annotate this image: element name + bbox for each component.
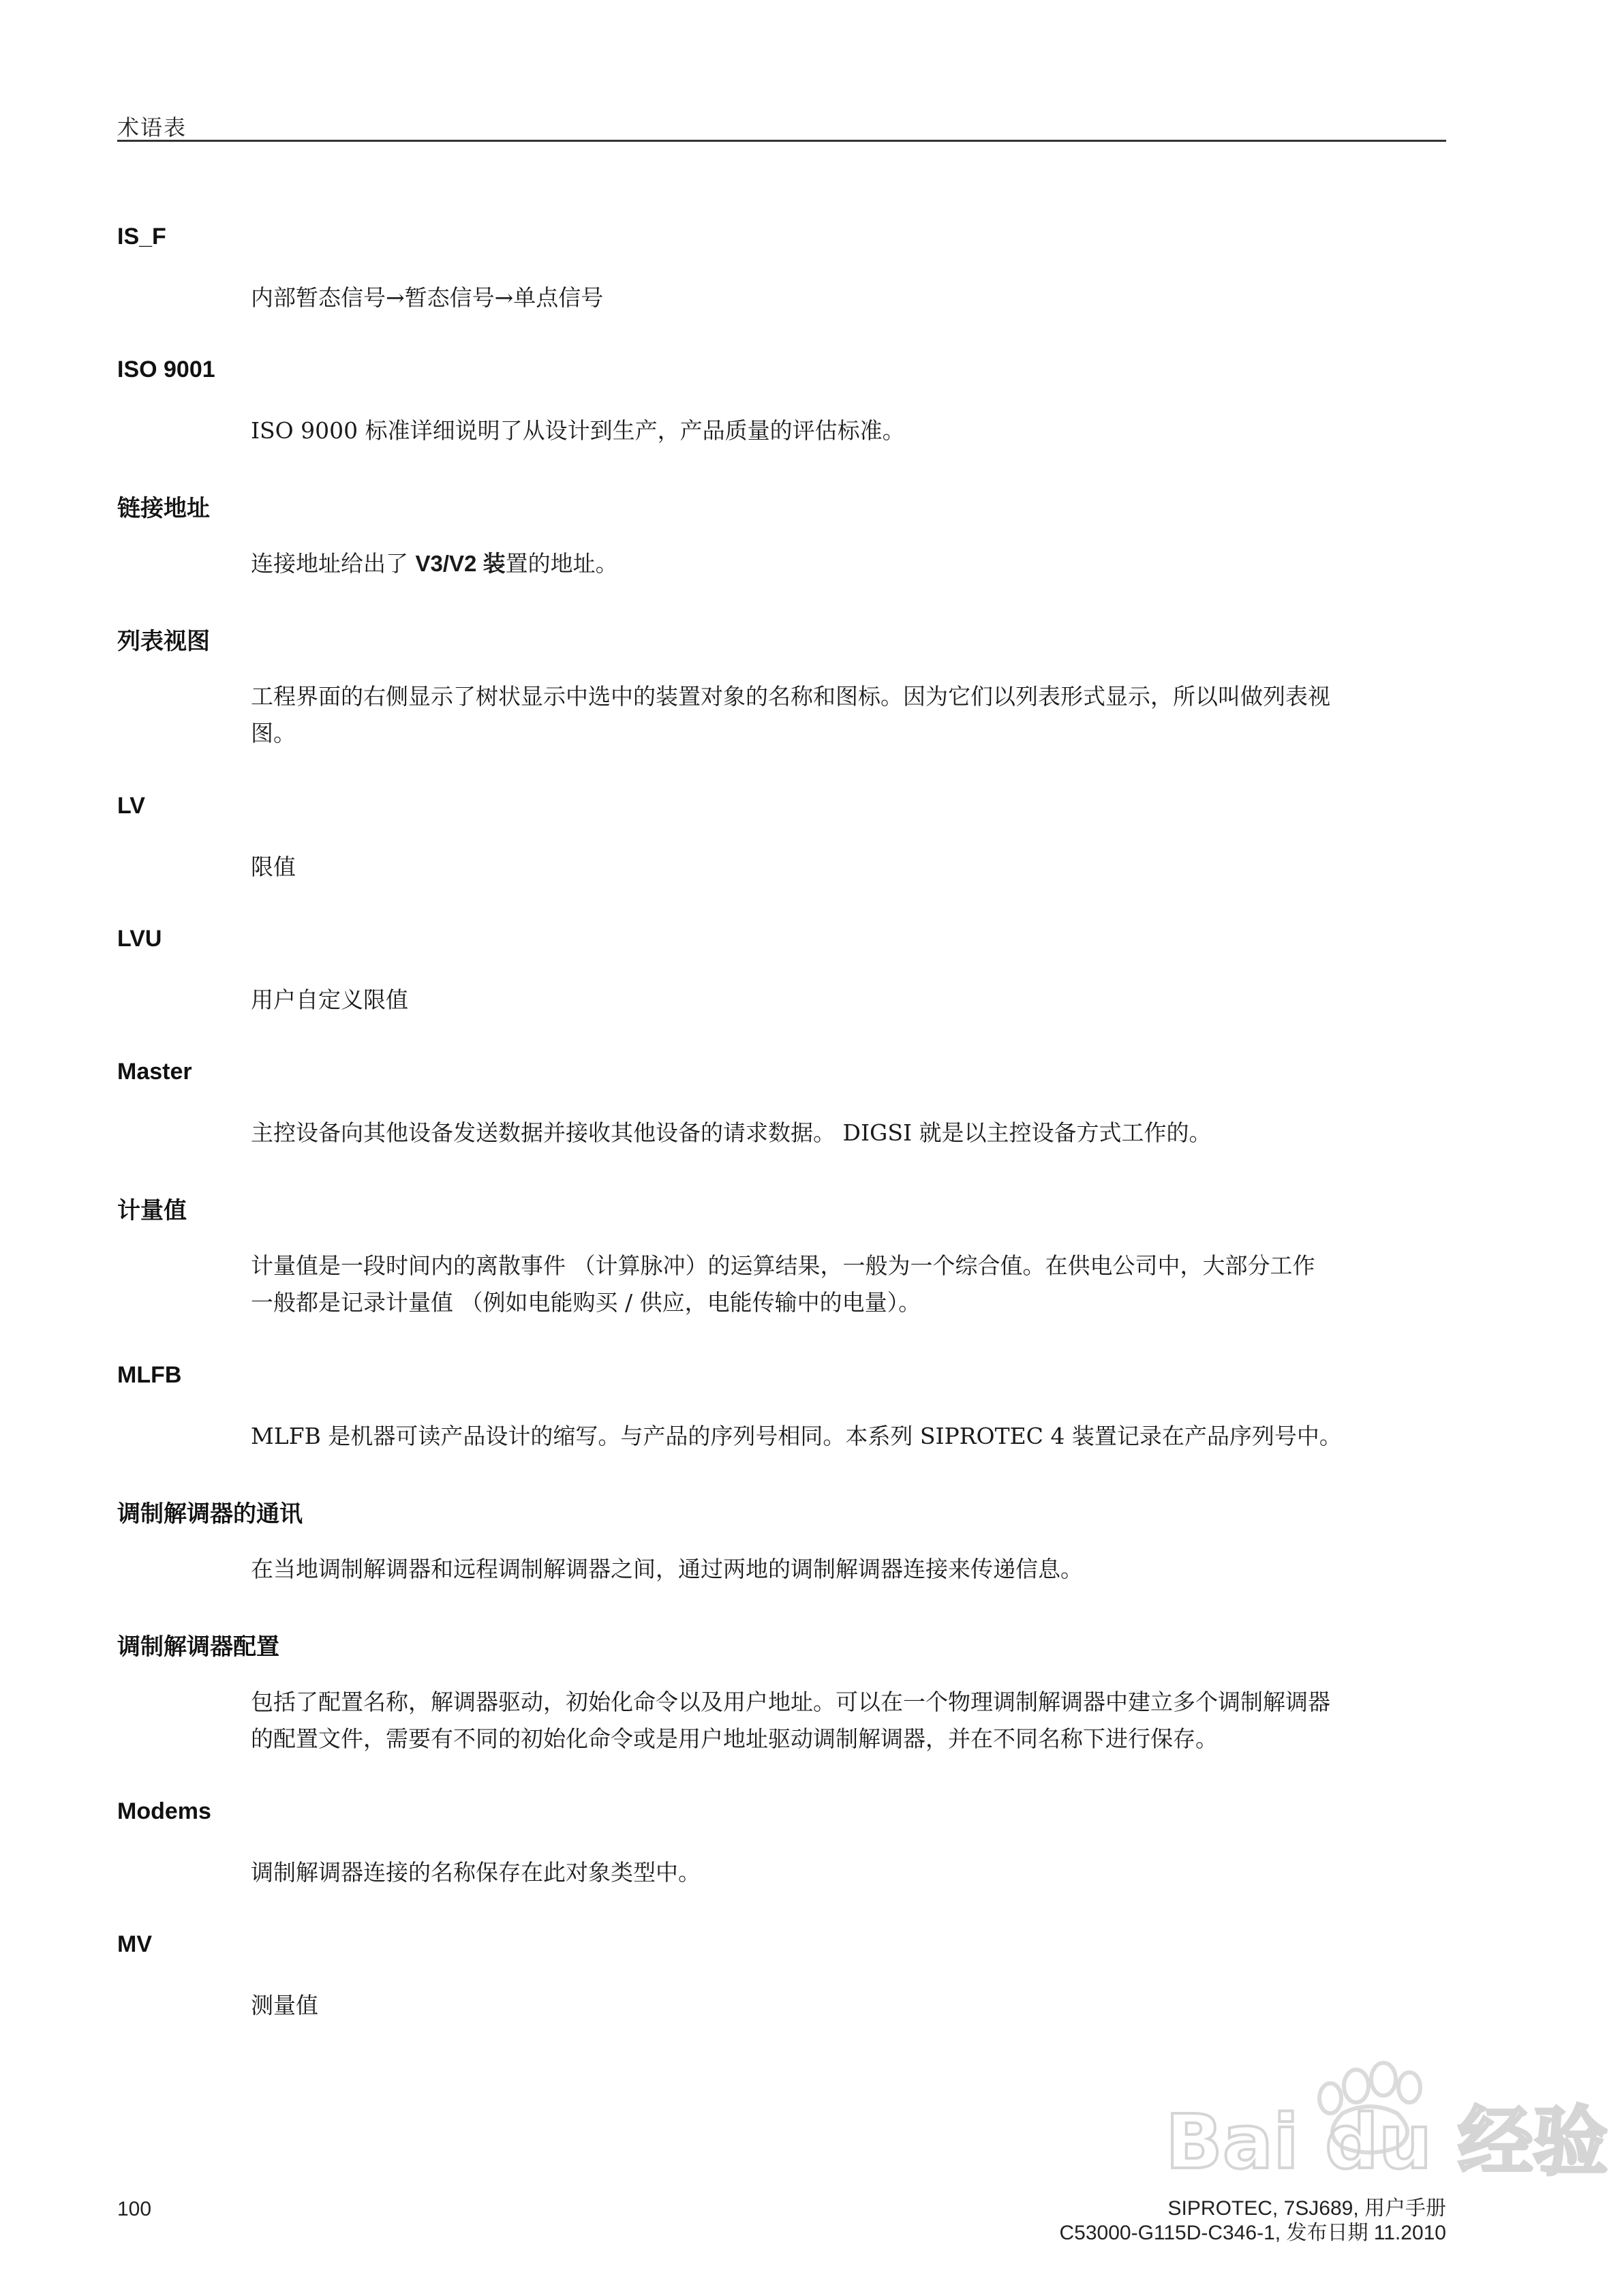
definition-line: 图。 [251,720,296,746]
glossary-entry-modem-configuration [117,1622,1446,1793]
term-title: Modems [117,1798,211,1824]
term-title: 链接地址 [117,495,210,522]
term-title: IS_F [117,224,166,250]
term-definition [251,1684,1446,1757]
definition-line: 包括了配置名称，解调器驱动，初始化命令以及用户地址。可以在一个物理调制解调器中建立多个调制解调器 [251,1689,1330,1715]
term-title: 计量值 [117,1197,187,1224]
watermark-text: Bai du 经验 [1165,2098,1608,2186]
glossary-entry-modem-communication [117,1490,1446,1622]
term-title: LV [117,793,145,819]
header-rule [117,140,1446,142]
term-definition: 主控设备向其他设备发送数据并接收其他设备的请求数据。 DIGSI 就是以主控设备方式工作的。 [251,1119,1212,1146]
definition-line: 的配置文件，需要有不同的初始化命令或是用户地址驱动调制解调器，并在不同名称下进行保存。 [251,1725,1218,1752]
definition-line: 工程界面的右侧显示了树状显示中选中的装置对象的名称和图标。因为它们以列表形式显示，所以叫做列表视 [251,683,1330,710]
term-definition: 内部暂态信号→暂态信号→单点信号 [251,284,604,311]
page-number: 100 [117,2198,152,2220]
footer-product-line: SIPROTEC, 7SJ689, 用户手册 [1167,2197,1446,2220]
term-definition: 调制解调器连接的名称保存在此对象类型中。 [251,1859,701,1886]
term-definition: ISO 9000 标准详细说明了从设计到生产，产品质量的评估标准。 [251,417,905,444]
term-title: 调制解调器配置 [117,1633,279,1661]
footer-document-code: C53000-G115D-C346-1, 发布日期 11.2010 [1059,2222,1446,2244]
term-title: MV [117,1931,152,1957]
term-title: ISO 9001 [117,357,215,382]
term-definition [251,545,1446,582]
baidu-jingyan-watermark [1152,2059,1608,2188]
definition-text: 连接地址给出了 [251,550,416,577]
footer-document-info [1059,2196,1446,2246]
glossary-entry-iso-9001 [117,351,1446,484]
glossary-entries [117,218,1446,2059]
glossary-entry-link-address [117,484,1446,617]
glossary-entry-mv [117,1926,1446,2059]
glossary-entry-list-view [117,617,1446,787]
term-definition: 用户自定义限值 [251,986,408,1013]
term-definition: 测量值 [251,1992,318,2019]
definition-line: 计量值是一段时间内的离散事件 （计算脉冲）的运算结果，一般为一个综合值。在供电公司中，大部分工作 [251,1252,1315,1279]
term-definition [251,678,1446,752]
term-definition: 在当地调制解调器和远程调制解调器之间，通过两地的调制解调器连接来传递信息。 [251,1556,1083,1582]
term-title: 列表视图 [117,628,210,655]
running-title: 术语表 [117,115,187,140]
term-title: MLFB [117,1362,182,1388]
glossary-entry-mlfb [117,1357,1446,1490]
definition-text: 置的地址。 [505,550,618,577]
term-definition: MLFB 是机器可读产品设计的缩写。与产品的序列号相同。本系列 SIPROTEC 4 装置记录在产品序列号中。 [251,1423,1342,1449]
definition-bold-text: V3/V2 装 [415,551,506,576]
term-title: 调制解调器的通讯 [117,1500,303,1528]
term-title: Master [117,1059,192,1085]
term-definition [251,1248,1446,1321]
glossary-entry-metered-value [117,1186,1446,1357]
glossary-entry-master [117,1053,1446,1186]
term-definition: 限值 [251,854,296,880]
glossary-entry-lv [117,787,1446,920]
glossary-entry-lvu [117,920,1446,1053]
definition-line: 一般都是记录计量值 （例如电能购买 / 供应，电能传输中的电量）。 [251,1289,921,1316]
glossary-entry-modems [117,1793,1446,1926]
term-title: LVU [117,926,162,952]
glossary-entry-is-f [117,218,1446,351]
